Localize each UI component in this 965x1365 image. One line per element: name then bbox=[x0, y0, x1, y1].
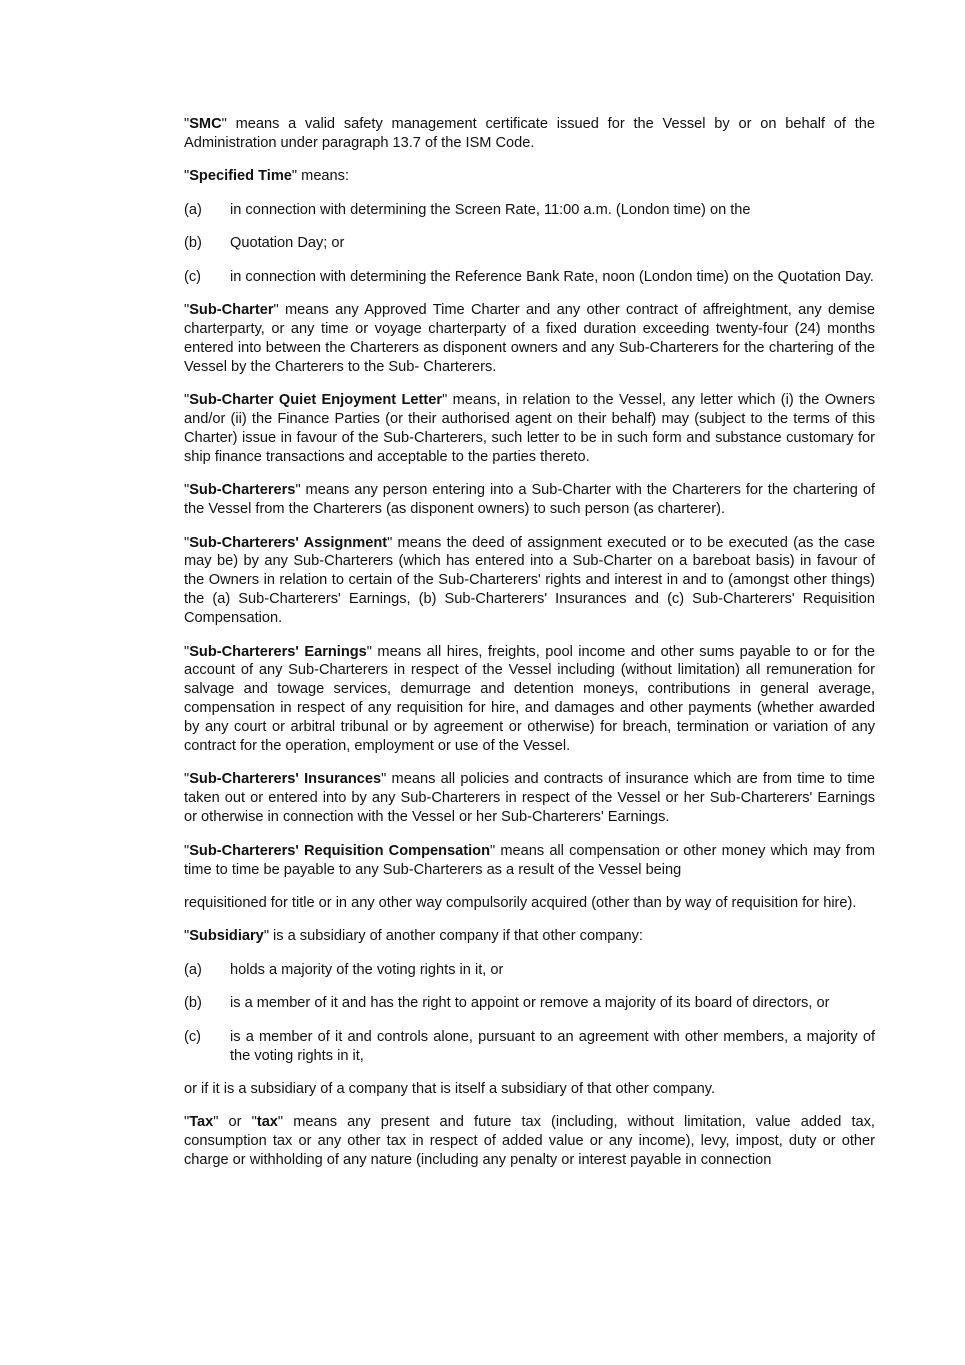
list-item bbox=[184, 234, 875, 253]
definition-requisition-compensation: "Sub-Charterers' Requisition Compensation" means all compensation or other money which may from time to time be payable to any Sub-Charterers as a result of the Vessel being bbox=[184, 842, 875, 878]
defined-term: Sub-Charter bbox=[189, 301, 274, 318]
defined-term: Sub-Charter Quiet Enjoyment Letter bbox=[189, 392, 443, 409]
list-text: is a member of it and controls alone, pursuant to an agreement with other members, a majority of the voting rights in it, bbox=[230, 1028, 875, 1064]
definition-sub-charter: "Sub-Charter" means any Approved Time Charter and any other contract of affreightment, any demise charterparty, or any time or voyage charterparty of a fixed duration exceeding twenty-four (24) months entered into between the Charterers as disponent owners and any Sub-Charterers for the chartering of the Vessel by the Charterers to the Sub- Charterers. bbox=[184, 301, 875, 375]
defined-term: Sub-Charterers' Insurances bbox=[189, 771, 382, 788]
definition-text: " means, in relation to the Vessel, any letter which (i) the Owners and/or (ii) the Finance Parties (or their authorised agent on their behalf) may (subject to the terms of this Charter) issue in favour of the Sub-Charterers, such letter to be in such form and substance customary for ship finance transactions and acceptable to the parties thereto. bbox=[184, 392, 876, 465]
definition-assignment: "Sub-Charterers' Assignment" means the deed of assignment executed or to be executed (as the case may be) by any Sub-Charterers (which has entered into a Sub-Charter on a bareboat basis) in favour of the Owners in relation to certain of the Sub-Charterers' rights and interest in and to (amongst other things) the (a) Sub-Charterers' Earnings, (b) Sub-Charterers' Insurances and (c) Sub-Charterers' Requisition Compensation. bbox=[184, 534, 875, 627]
definition-text: " means a valid safety management certificate issued for the Vessel by or on behalf of the Administration under paragraph 13.7 of the ISM Code. bbox=[184, 116, 875, 151]
list-label: (a) bbox=[184, 961, 202, 978]
definition-text: " means all compensation or other money which may from time to time be payable to any Sub-Charterers as a result of the Vessel being bbox=[184, 842, 875, 878]
definition-continuation: requisitioned for title or in any other way compulsorily acquired (other than by way of requisition for hire). bbox=[184, 895, 857, 911]
definition-quiet-enjoyment-letter: "Sub-Charter Quiet Enjoyment Letter" means, in relation to the Vessel, any letter which (i) the Owners and/or (ii) the Finance Parties (or their authorised agent on their behalf) may (subject to the terms of this Charter) issue in favour of the Sub-Charterers, such letter to be in such form and substance customary for ship finance transactions and acceptable to the parties thereto. bbox=[184, 392, 876, 465]
definition-earnings: "Sub-Charterers' Earnings" means all hires, freights, pool income and other sums payable to or for the account of any Sub-Charterers in respect of the Vessel including (without limitation) all remuneration for salvage and towage services, demurrage and detention moneys, contributions in general average, compensation in respect of any requisition for hire, and damages and other payments (whether awarded by any court or arbitral tribunal or by agreement or otherwise) for breach, termination or variation of any contract for the operation, employment or use of the Vessel. bbox=[184, 643, 875, 755]
definition-text: " means the deed of assignment executed or to be executed (as the case may be) by any Sub-Charterers (which has entered into a Sub-Charter on a bareboat basis) in favour of the Owners in relation to certain of the Sub-Charterers' rights and interest in and to (amongst other things) the (a) Sub-Charterers' Earnings, (b) Sub-Charterers' Insurances and (c) Sub-Charterers' Requisition Compensation. bbox=[184, 534, 875, 627]
definition-tax: "Tax" or "tax" means any present and future tax (including, without limitation, value added tax, consumption tax or any other tax in respect of added value or any income), levy, impost, duty or other charge or withholding of any nature (including any penalty or interest payable in connection bbox=[184, 1114, 875, 1169]
list-label: (b) bbox=[184, 995, 202, 1012]
defined-term: Subsidiary bbox=[189, 928, 264, 945]
definition-closing: or if it is a subsidiary of a company that is itself a subsidiary of that other company. bbox=[184, 1080, 716, 1097]
list-label: (c) bbox=[184, 268, 202, 285]
list-item bbox=[184, 268, 875, 287]
defined-term: Tax bbox=[189, 1114, 214, 1131]
definition-text: " means all policies and contracts of insurance which are from time to time taken out or entered into by any Sub-Charterers in respect of the Vessel or her Sub-Charterers' Earnings or otherwise in connection with the Vessel or her Sub-Charterers' Earnings. bbox=[184, 771, 876, 826]
definition-specified-time: "Specified Time" means: bbox=[184, 168, 350, 185]
list-label: (b) bbox=[184, 235, 202, 252]
definition-text: " means any person entering into a Sub-Charter with the Charterers for the chartering of the Vessel from the Charterers (as disponent owners) to such person (as charterer). bbox=[184, 482, 875, 518]
definition-insurances: "Sub-Charterers' Insurances" means all policies and contracts of insurance which are from time to time taken out or entered into by any Sub-Charterers in respect of the Vessel or her Sub-Charterers' Earnings or otherwise in connection with the Vessel or her Sub-Charterers' Earnings. bbox=[184, 771, 876, 826]
list-item bbox=[184, 961, 875, 980]
definition-text: " is a subsidiary of another company if that other company: bbox=[263, 928, 643, 945]
document-body bbox=[184, 115, 875, 1185]
list-text: is a member of it and has the right to appoint or remove a majority of its board of directors, or bbox=[230, 995, 830, 1012]
definition-text: " means all hires, freights, pool income and other sums payable to or for the account of any Sub-Charterers in respect of the Vessel including (without limitation) all remuneration for salvage and towage services, demurrage and detention moneys, contributions in general average, compensation in respect of any requisition for hire, and damages and other payments (whether awarded by any court or arbitral tribunal or by agreement or otherwise) for breach, termination or variation of any contract for the operation, employment or use of the Vessel. bbox=[184, 643, 875, 755]
defined-term: Sub-Charterers bbox=[189, 482, 296, 499]
defined-term: SMC bbox=[189, 116, 222, 132]
defined-term: Sub-Charterers' Requisition Compensation bbox=[189, 842, 491, 859]
list-text: holds a majority of the voting rights in it, or bbox=[230, 961, 504, 978]
list-label: (c) bbox=[184, 1028, 202, 1045]
list-label: (a) bbox=[184, 201, 202, 218]
list-text: Quotation Day; or bbox=[230, 235, 345, 252]
list-item bbox=[184, 994, 875, 1013]
term-separator: " or " bbox=[213, 1114, 257, 1131]
defined-term: Sub-Charterers' Earnings bbox=[189, 643, 367, 660]
list-text: in connection with determining the Reference Bank Rate, noon (London time) on the Quotation Day. bbox=[230, 268, 874, 285]
definition-text: " means any present and future tax (including, without limitation, value added tax, consumption tax or any other tax in respect of added value or any income), levy, impost, duty or other charge or withholding of any nature (including any penalty or interest payable in connection bbox=[184, 1114, 875, 1169]
definition-text: " means: bbox=[291, 168, 350, 185]
list-item bbox=[184, 1028, 875, 1066]
list-item bbox=[184, 201, 875, 220]
defined-term: Sub-Charterers' Assignment bbox=[189, 534, 388, 551]
list-text: in connection with determining the Screen Rate, 11:00 a.m. (London time) on the bbox=[230, 201, 751, 218]
definition-text: " means any Approved Time Charter and any other contract of affreightment, any demise charterparty, or any time or voyage charterparty of a fixed duration exceeding twenty-four (24) months entered into between the Charterers as disponent owners and any Sub-Charterers for the chartering of the Vessel by the Charterers to the Sub- Charterers. bbox=[184, 301, 875, 375]
definition-smc: "SMC" means a valid safety management certificate issued for the Vessel by or on behalf of the Administration under paragraph 13.7 of the ISM Code. bbox=[184, 116, 875, 151]
definition-subsidiary: "Subsidiary" is a subsidiary of another company if that other company: bbox=[184, 928, 643, 945]
defined-term: Specified Time bbox=[189, 168, 292, 185]
defined-term: tax bbox=[256, 1114, 278, 1131]
definition-sub-charterers: "Sub-Charterers" means any person entering into a Sub-Charter with the Charterers for the chartering of the Vessel from the Charterers (as disponent owners) to such person (as charterer). bbox=[184, 482, 875, 518]
